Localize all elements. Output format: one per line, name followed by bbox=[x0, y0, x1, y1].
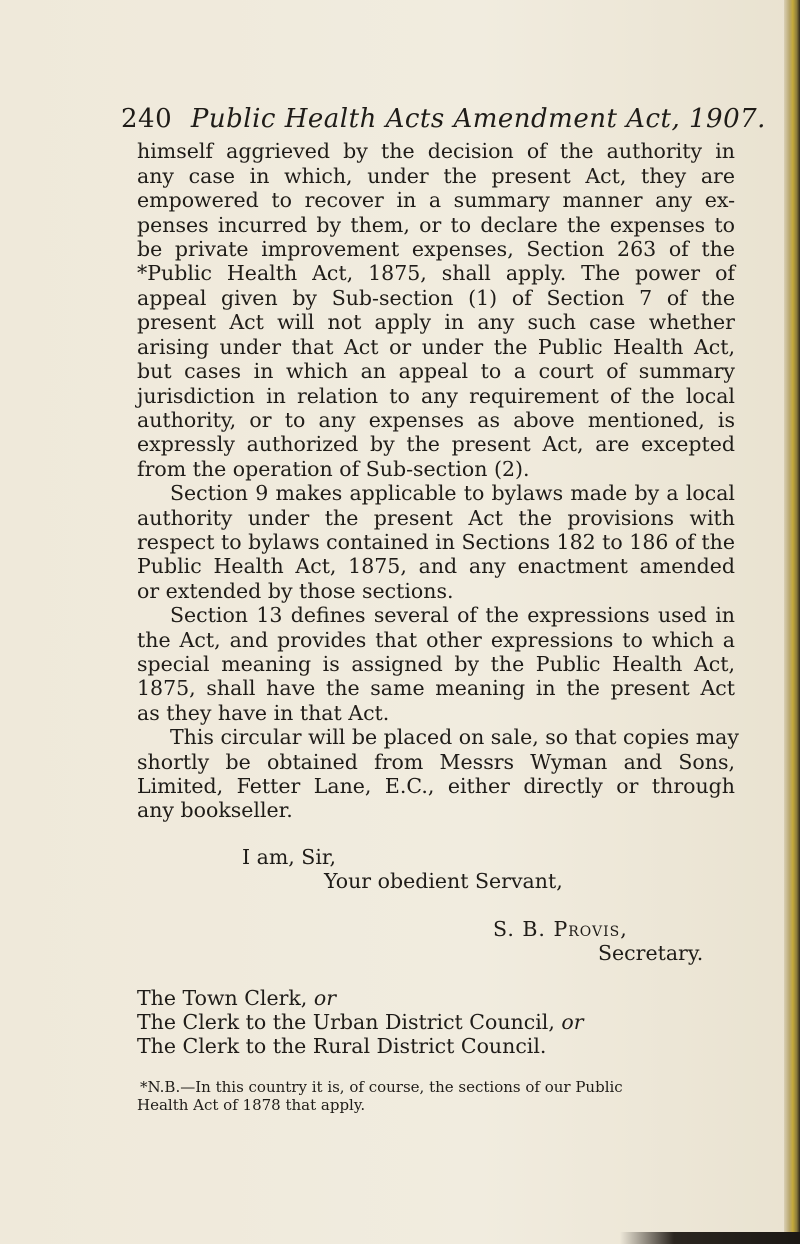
footnote-line: Health Act of 1878 that apply. bbox=[137, 1096, 366, 1114]
body-line: or extended by those sections. bbox=[137, 579, 454, 603]
body-line: Public Health Act, 1875, and any enactment amended bbox=[137, 554, 735, 578]
body-line: penses incurred by them, or to declare the expenses to bbox=[137, 213, 735, 237]
body-line: present Act will not apply in any such case whether bbox=[137, 310, 735, 334]
body-line: Section 13 defines several of the expressions used in bbox=[170, 603, 735, 627]
addressee-or: or bbox=[313, 986, 337, 1010]
footnote-line: *N.B.—In this country it is, of course, the sections of our Public bbox=[140, 1078, 623, 1096]
salutation: I am, Sir, bbox=[242, 845, 336, 869]
running-title: Public Health Acts Amendment Act, 1907. bbox=[190, 104, 766, 134]
page-edge-shadow bbox=[784, 0, 800, 1244]
body-line: any case in which, under the present Act, they are bbox=[137, 164, 735, 188]
body-line: *Public Health Act, 1875, shall apply. The power of bbox=[137, 261, 735, 285]
body-line: 1875, shall have the same meaning in the present Act bbox=[137, 676, 735, 700]
addressee-or: or bbox=[561, 1010, 584, 1034]
body-line: arising under that Act or under the Public Health Act, bbox=[137, 335, 735, 359]
body-line: authority under the present Act the provisions with bbox=[137, 506, 735, 530]
addressee-line bbox=[137, 1010, 584, 1034]
addressee-rural-clerk: The Clerk to the Rural District Council. bbox=[137, 1034, 547, 1058]
page-header bbox=[121, 104, 766, 134]
body-line: himself aggrieved by the decision of the authority in bbox=[137, 139, 735, 163]
addressee-town-clerk: The Town Clerk, bbox=[137, 986, 308, 1010]
body-line: This circular will be placed on sale, so that copies may bbox=[170, 725, 739, 749]
bottom-edge-shadow bbox=[620, 1232, 800, 1244]
body-line: jurisdiction in relation to any requirement of the local bbox=[137, 384, 735, 408]
complimentary-close: Your obedient Servant, bbox=[324, 869, 563, 893]
addressee-urban-clerk: The Clerk to the Urban District Council, bbox=[137, 1010, 555, 1034]
body-line: appeal given by Sub-section (1) of Section 7 of the bbox=[137, 286, 735, 310]
body-line: empowered to recover in a summary manner any ex- bbox=[137, 188, 735, 212]
body-line: from the operation of Sub-section (2). bbox=[137, 457, 530, 481]
body-line: Limited, Fetter Lane, E.C., either directly or through bbox=[137, 774, 735, 798]
addressee-line bbox=[137, 1034, 546, 1058]
page-number: 240 bbox=[121, 104, 173, 134]
body-line: as they have in that Act. bbox=[137, 701, 390, 725]
signatory-title: Secretary. bbox=[598, 941, 704, 965]
body-line: authority, or to any expenses as above mentioned, is bbox=[137, 408, 735, 432]
body-line: Section 9 makes applicable to bylaws made by a local bbox=[170, 481, 735, 505]
body-line: respect to bylaws contained in Sections 182 to 186 of the bbox=[137, 530, 735, 554]
body-line: any bookseller. bbox=[137, 798, 293, 822]
signature: S. B. Provis, bbox=[493, 917, 628, 941]
body-line: expressly authorized by the present Act, are excepted bbox=[137, 432, 735, 456]
body-line: the Act, and provides that other expressions to which a bbox=[137, 628, 735, 652]
body-line: special meaning is assigned by the Public Health Act, bbox=[137, 652, 735, 676]
addressee-line bbox=[137, 986, 336, 1010]
body-line: be private improvement expenses, Section 263 of the bbox=[137, 237, 735, 261]
body-line: but cases in which an appeal to a court of summary bbox=[137, 359, 735, 383]
body-line: shortly be obtained from Messrs Wyman and Sons, bbox=[137, 750, 735, 774]
